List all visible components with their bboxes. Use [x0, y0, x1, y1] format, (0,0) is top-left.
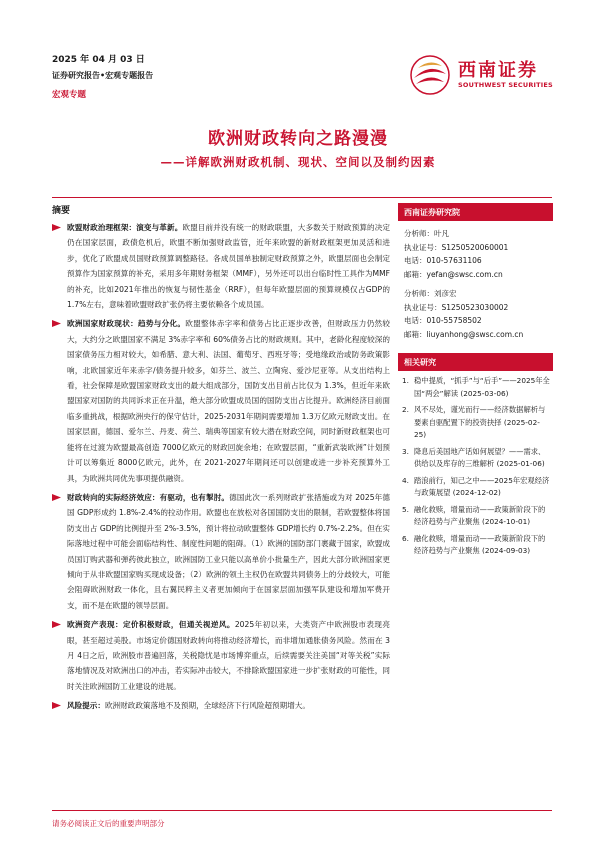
analyst-name: 分析师：刘彦宏 — [404, 289, 457, 298]
footer-disclaimer: 请务必阅读正文后的重要声明部分 — [52, 819, 165, 828]
red-triangle-icon — [52, 621, 61, 628]
abstract-paragraph-2 — [52, 316, 390, 485]
sidebar — [398, 203, 553, 562]
related-item[interactable] — [402, 404, 551, 442]
related-item-number: 6. — [402, 533, 409, 543]
related-item[interactable] — [402, 375, 551, 400]
red-triangle-icon — [52, 320, 61, 327]
analyst-license: 执业证号：S1250523030002 — [404, 302, 509, 312]
report-type: 证券研究报告•宏观专题报告 — [52, 71, 154, 80]
related-item[interactable] — [402, 446, 551, 471]
institute-header: 西南证券研究院 — [398, 203, 553, 221]
abstract-paragraph-4 — [52, 617, 390, 694]
logo-emblem-icon — [408, 54, 452, 96]
paragraph-text: 欧盟整体赤字率和债务占比正逐步改善，但财政压力仍然较大，大约分之欧盟国家不满足 3%赤字率和 60%债务占比的财政规则。其中，老龄化程度较深的国家债务压力相对较大，如希腊、意大利、法国、葡萄牙、西班牙等；受地缘政治或防务政策影响，北欧国家近年来赤字/债务提升较多，如芬兰、波兰、立陶宛、爱沙尼亚等。从支出结构上看，社会保障是欧盟国家财政支出的最大组成部分，国防支出目前占比仅为 1.3%，但近年来欧盟国家对国防的共同诉求正在升温，绝大部分欧盟成员国的国防支出占比提升。欧洲经济目前面临多重挑战，根据欧洲央行的保守估计，2025-2031年期间需要增加 1.3万亿欧元财政支出。在国家层面，德国、爱尔兰、丹麦、荷兰、瑞典等国家有较大潜在财政空间，同时新财政框架也可能将在过渡为欧盟最高创造 7000亿欧元的财政回旋余地；在欧盟层面，“重新武装欧洲”计划预计可以筹集近 8000亿欧元，此外，在 2021-2027年期间还可以创建或进一步补充预算外工具，为欧洲共同优先事项提供融资。 — [67, 319, 391, 483]
abstract-paragraph-5 — [52, 698, 390, 713]
red-triangle-icon — [52, 494, 61, 501]
related-item-text: 踏浪前行，知己之中——2025年宏观经济与政策展望 (2024-12-02) — [414, 475, 550, 497]
paragraph-text: 德国此次一系列财政扩张措施或为对 2025年德国 GDP形成约 1.8%-2.4%的拉动作用。欧盟也在放松对各国国防支出的限制，若欧盟整体将国防支出占 GDP的比例提升至 2%-3.5%，预计将拉动欧盟整体 GDP增长约 0.7%-2.2%。但在实际落地过程中可能会面临结构性、制度性问题的阻碍。（1）欧洲的国防部门裹藏于国家，欧盟成员国订购武器和弹药彼此独立，欧洲国防工业只能以高单价小批量生产，因此大部分欧洲国家更倾向于从非欧盟国家购买现成设备；（2）欧洲的领土主权仍在欧盟共同债务上的分歧较大，可能会阻碍欧洲财政一体化，且右翼民粹主义者更加倾向于在国家层面加强军队建设和增加军费开支，而不是在欧盟的领导层面。 — [67, 492, 390, 610]
report-date: 2025 年 04 月 03 日 — [52, 55, 145, 65]
related-item-text: 降息后美国地产话如何展望？——需求、供给以及库存的三维解析 (2025-01-06) — [414, 446, 546, 468]
paragraph-lead: 欧洲资产表现：定价积极财政，但通关视逆风。 — [67, 620, 235, 630]
top-divider — [52, 197, 552, 198]
related-item[interactable] — [402, 504, 551, 529]
page-title: 欧洲财政转向之路漫漫 — [208, 129, 388, 149]
related-item[interactable] — [402, 475, 551, 500]
paragraph-text: 欧盟目前并没有统一的财政联盟，大多数关于财政预算的决定仍在国家层面，政债危机后，欧盟不断加强财政监管，近年来欧盟的新财政框架更加灵活和进步，优化了欧盟成员国财政预算调整路径。各成员国单独制定财政预算之外，欧盟层面也会制定预算作为国家预算的补充，采用多年期财务框架（MMF），另外还可以出台临时性工具作为MMF的补充，比如2021年推出的恢复与韧性基金（RRF），但每年欧盟层面的预算规模仅占GDP的 1.7%左右，意味着欧盟财政扩张仍将主要依赖各个成员国。 — [67, 223, 390, 310]
red-triangle-icon — [52, 702, 61, 709]
abstract-body — [52, 220, 390, 714]
analyst-block-1 — [398, 221, 553, 281]
analyst-name: 分析师：叶凡 — [404, 229, 449, 238]
related-item-text: 稳中提质，“抓手”与“后手”——2025年全国“两会”解读 (2025-03-06) — [414, 376, 550, 398]
paragraph-text: 欧洲财政政策落地不及预期，全球经济下行风险超预期增大。 — [104, 701, 310, 711]
abstract-paragraph-3 — [52, 490, 390, 613]
paragraph-lead: 财政转向的实际经济效应：有驱动，也有掣肘。 — [67, 492, 230, 502]
abstract-label: 摘要 — [52, 206, 71, 216]
related-research-list — [398, 371, 553, 558]
paragraph-lead: 欧洲国家财政现状：趋势与分化。 — [67, 319, 186, 329]
related-item-text: 风不尽处，谨光而行——经济数据解析与要素自驱配置下的投资抉择 (2025-02-25) — [414, 405, 546, 439]
analyst-email[interactable]: 邮箱：yefan@swsc.com.cn — [404, 269, 503, 279]
related-item-text: 融化救赎，增量而动——政策新阶段下的经济趋势与产业聚焦 (2024-10-01) — [414, 504, 546, 526]
related-item-number: 1. — [402, 376, 409, 385]
logo-name: 西南证券 — [458, 60, 538, 81]
page-subtitle: ——详解欧洲财政机制、现状、空间以及制约因素 — [160, 155, 436, 169]
related-research-header: 相关研究 — [398, 353, 553, 371]
analyst-block-2 — [398, 281, 553, 341]
related-item-number: 4. — [402, 475, 409, 485]
abstract-paragraph-1 — [52, 220, 390, 312]
analyst-license: 执业证号：S1250520060001 — [404, 242, 509, 252]
related-item-text: 融化救赎，增量而动——政策新阶段下的经济趋势与产业聚焦 (2024-09-03) — [414, 533, 546, 555]
logo-name-en: SOUTHWEST SECURITIES — [458, 81, 553, 89]
analyst-email[interactable]: 邮箱：liuyanhong@swsc.com.cn — [404, 329, 524, 339]
paragraph-lead: 风险提示： — [67, 701, 105, 711]
paragraph-text: 2025年初以来，大类资产中欧洲股市表现亮眼，甚至超过美股。市场定价德国财政转向将推动经济增长，而非增加通胀债务风险。然而在 3月 4日之后，欧洲股市普遍回落，关税隐忧是市场博弈重点，后续需要关注美国“对等关税”实际落地情况及对欧洲出口的冲击，若实际冲击较大，不排除欧盟国家进一步扩张财政的可能性，同时关注欧洲国防工业建设的进展。 — [67, 620, 391, 691]
analyst-phone: 电话：010-55758502 — [404, 316, 482, 325]
related-item-number: 3. — [402, 446, 409, 456]
analyst-phone: 电话：010-57631106 — [404, 256, 482, 265]
red-triangle-icon — [52, 224, 61, 231]
paragraph-lead: 欧盟财政治理框架：演变与革新。 — [67, 223, 183, 232]
report-category: 宏观专题 — [52, 90, 87, 100]
related-item-number: 5. — [402, 504, 409, 514]
bottom-divider — [52, 810, 552, 811]
related-item-number: 2. — [402, 405, 409, 414]
company-logo — [408, 54, 558, 96]
related-item[interactable] — [402, 533, 551, 558]
